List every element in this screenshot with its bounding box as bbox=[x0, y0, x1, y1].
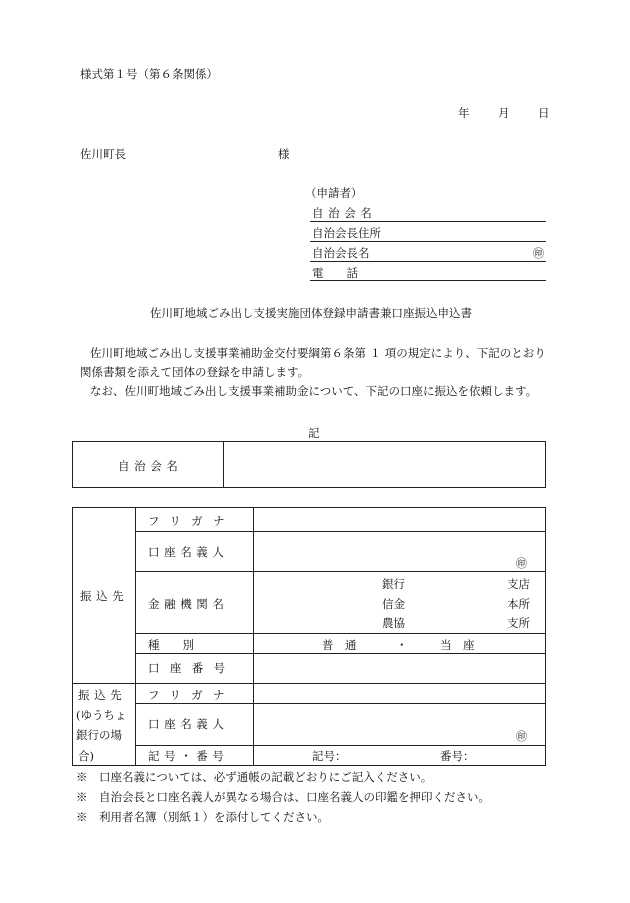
row-institution: 金融機関名 bbox=[148, 597, 229, 611]
applicant-field-leader: 自治会長名 bbox=[312, 246, 370, 260]
applicant-line bbox=[310, 241, 546, 242]
branch-type-shiten: 支店 bbox=[507, 577, 530, 591]
section-furikomisaki: 振込先 bbox=[80, 589, 129, 603]
bank-type-shinkin: 信金 bbox=[382, 597, 405, 611]
document-title: 佐川町地域ごみ出し支援実施団体登録申請書兼口座振込申込書 bbox=[150, 306, 472, 320]
branch-type-honsho: 本所 bbox=[507, 597, 530, 611]
bank-table bbox=[72, 507, 546, 766]
row-account-number: 口座番号 bbox=[148, 661, 236, 675]
bank-type-nokyo: 農協 bbox=[382, 616, 405, 630]
seal-mark: ㊞ bbox=[533, 247, 544, 260]
account-type-toza[interactable]: 当 座 bbox=[440, 638, 475, 652]
row-furigana-2: フリガナ bbox=[148, 688, 235, 702]
note-1: ※ 口座名義については、必ず通帳の記載どおりにご記入ください。 bbox=[76, 770, 433, 784]
applicant-field-name: 自治会名 bbox=[312, 206, 377, 220]
row-symbol-number: 記号・番号 bbox=[148, 749, 229, 763]
form-number: 様式第１号（第６条関係） bbox=[80, 67, 218, 81]
account-type-separator: ・ bbox=[396, 638, 408, 652]
applicant-line bbox=[310, 261, 546, 262]
body-para2: なお、佐川町地域ごみ出し支援事業補助金について、下記の口座に振込を依頼します。 bbox=[90, 384, 538, 398]
account-type-futsu[interactable]: 普 通 bbox=[322, 638, 357, 652]
section2-line1: 振込先 bbox=[78, 688, 127, 702]
bango-label: 番号： bbox=[440, 749, 475, 763]
bank-type-bank: 銀行 bbox=[382, 577, 405, 591]
row-type: 種 別 bbox=[148, 638, 194, 652]
date-day: 日 bbox=[538, 106, 550, 120]
note-2: ※ 自治会長と口座名義人が異なる場合は、口座名義人の印鑑を押印ください。 bbox=[76, 790, 490, 804]
body-para1-line2: 関係書類を添えて団体の登録を申請します。 bbox=[80, 365, 310, 379]
kigo-label: 記号： bbox=[312, 749, 347, 763]
date-year: 年 bbox=[458, 106, 470, 120]
row-furigana: フリガナ bbox=[148, 514, 235, 528]
applicant-line bbox=[310, 221, 546, 222]
row-account-holder-2: 口座名義人 bbox=[148, 717, 229, 731]
body-para1-line1: 佐川町地域ごみ出し支援事業補助金交付要綱第６条第 １ 項の規定により、下記のとおり bbox=[90, 346, 546, 360]
seal-mark: ㊞ bbox=[516, 557, 527, 570]
date-month: 月 bbox=[498, 106, 510, 120]
section2-line3: 銀行の場 bbox=[76, 728, 122, 742]
section2-line4: 合) bbox=[78, 749, 94, 763]
seal-mark: ㊞ bbox=[516, 730, 527, 743]
section2-line2: (ゆうちょ bbox=[76, 708, 127, 722]
row-account-holder: 口座名義人 bbox=[148, 545, 229, 559]
branch-type-shisho: 支所 bbox=[507, 616, 530, 630]
jichikai-label: 自治会名 bbox=[118, 459, 183, 473]
ki-heading: 記 bbox=[308, 426, 320, 440]
addressee-name: 佐川町長 bbox=[80, 147, 126, 161]
applicant-heading: （申請者） bbox=[305, 186, 363, 200]
note-3: ※ 利用者名簿（別紙１）を添付してください。 bbox=[76, 810, 329, 824]
applicant-field-address: 自治会長住所 bbox=[312, 226, 381, 240]
addressee-honorific: 様 bbox=[278, 147, 290, 161]
applicant-field-phone: 電 話 bbox=[312, 266, 358, 280]
applicant-line bbox=[310, 280, 546, 281]
